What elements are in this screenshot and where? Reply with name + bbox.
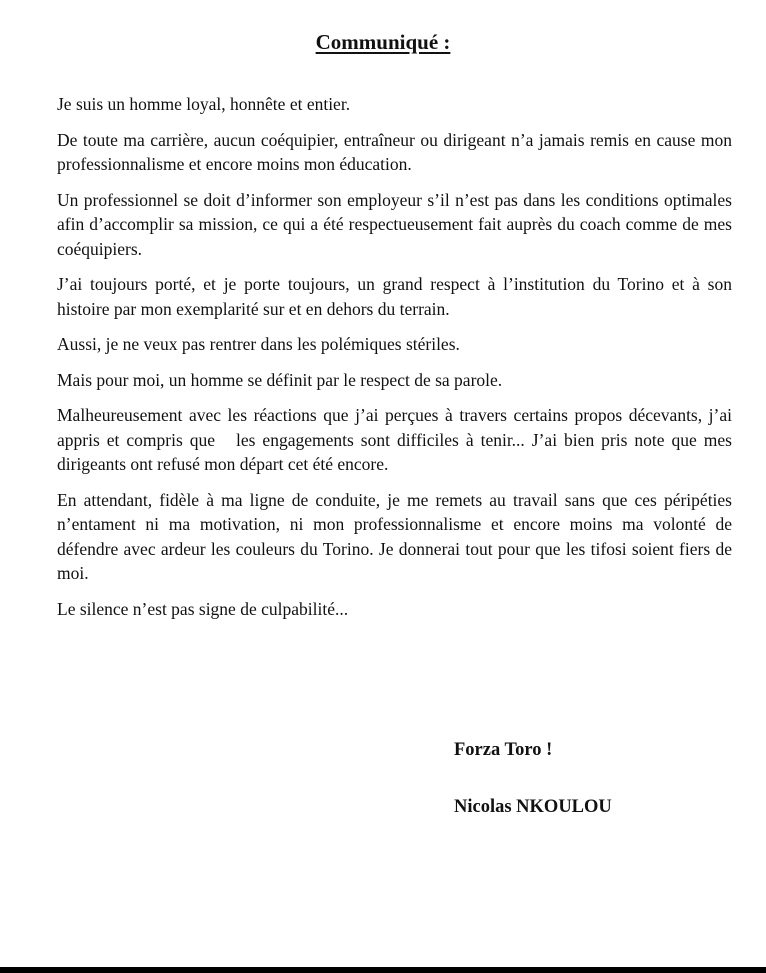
paragraph-9: Le silence n’est pas signe de culpabilité... (57, 598, 349, 619)
title-text: Communiqué : (315, 30, 451, 54)
signature-slogan: Forza Toro ! (454, 740, 553, 760)
paragraph-8: En attendant, fidèle à ma ligne de conduite, je me remets au travail sans que ces péripéties n’entament ni ma motivation, ni mon professionnalisme et encore moins ma volonté de défendre avec ardeur les couleurs du Torino. Je donnerai tout pour que les tifosi soient fiers de moi. (57, 489, 732, 583)
document-title (0, 30, 766, 54)
paragraph-4: J’ai toujours porté, et je porte toujours, un grand respect à l’institution du Torino et à son histoire par mon exemplarité sur et en dehors du terrain. (57, 274, 732, 319)
paragraph-6: Mais pour moi, un homme se définit par le respect de sa parole. (57, 369, 503, 390)
paragraph-2: De toute ma carrière, aucun coéquipier, entraîneur ou dirigeant n’a jamais remis en cause mon professionnalisme et encore moins mon éducation. (57, 129, 732, 174)
signature-name: Nicolas NKOULOU (454, 797, 612, 817)
paragraph-1: Je suis un homme loyal, honnête et entier. (57, 94, 351, 114)
bottom-border (0, 967, 766, 973)
paragraph-7: Malheureusement avec les réactions que j’ai perçues à travers certains propos décevants, j’ai appris et compris que les engagements sont difficiles à tenir... J’ai bien pris note que mes dirigeants ont refusé mon départ cet été encore. (57, 405, 737, 474)
paragraph-5: Aussi, je ne veux pas rentrer dans les polémiques stériles. (57, 334, 460, 354)
paragraph-3: Un professionnel se doit d’informer son employeur s’il n’est pas dans les conditions optimales afin d’accomplir sa mission, ce qui a été respectueusement fait auprès du coach comme de mes coéquipiers. (57, 189, 732, 259)
signature-block (454, 738, 612, 852)
document-body (57, 92, 737, 632)
